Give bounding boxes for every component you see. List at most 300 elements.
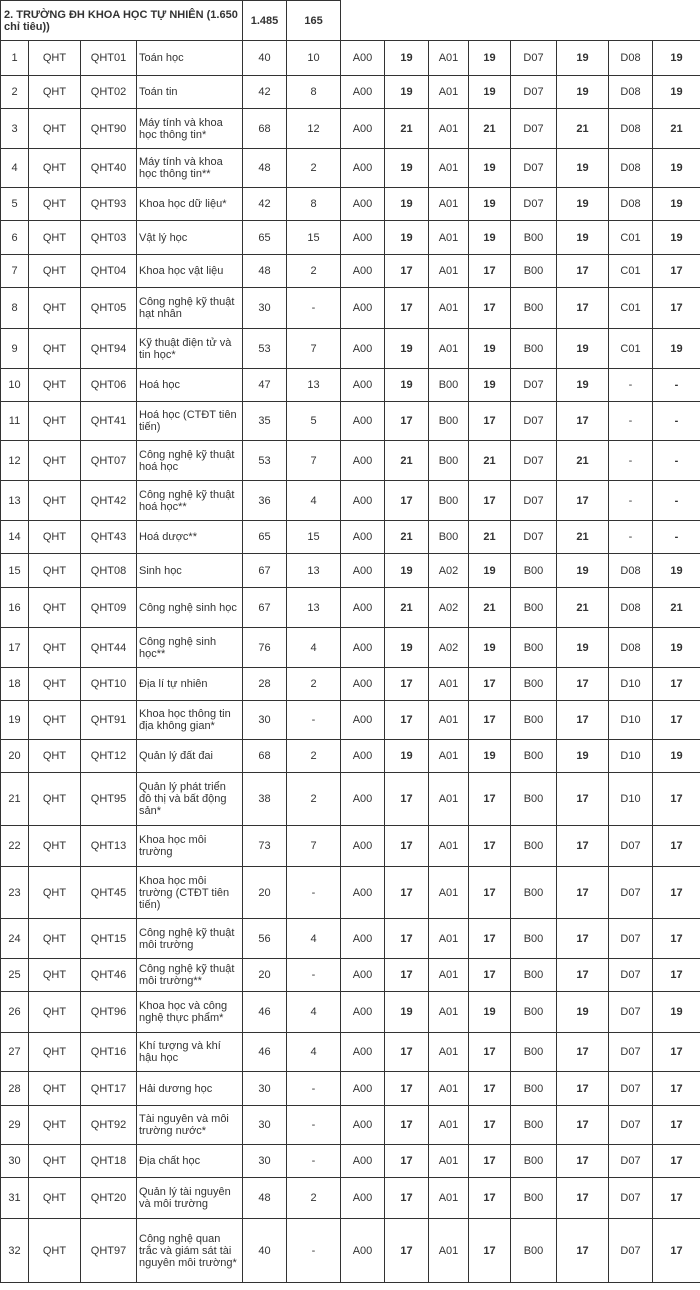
combo-2: A02 — [429, 554, 469, 588]
combo-2: B00 — [429, 481, 469, 521]
table-row — [1, 76, 700, 109]
program-code: QHT08 — [81, 554, 137, 588]
score-3: 19 — [557, 149, 609, 188]
program-code: QHT16 — [81, 1033, 137, 1072]
row-number: 27 — [1, 1033, 29, 1072]
score-3: 21 — [557, 441, 609, 481]
combo-3: B00 — [511, 1178, 557, 1219]
table-row — [1, 701, 700, 740]
score-1: 19 — [385, 369, 429, 402]
score-1: 19 — [385, 76, 429, 109]
school-code: QHT — [29, 740, 81, 773]
quota-main: 76 — [243, 628, 287, 668]
combo-3: B00 — [511, 329, 557, 369]
quota-other: 2 — [287, 740, 341, 773]
combo-1: A00 — [341, 1178, 385, 1219]
combo-3: B00 — [511, 1219, 557, 1283]
quota-other: 7 — [287, 329, 341, 369]
score-3: 17 — [557, 959, 609, 992]
score-1: 19 — [385, 554, 429, 588]
combo-4: D10 — [609, 701, 653, 740]
score-2: 19 — [469, 992, 511, 1033]
score-3: 17 — [557, 1219, 609, 1283]
program-name: Địa chất học — [137, 1145, 243, 1178]
score-2: 17 — [469, 1106, 511, 1145]
quota-other: 2 — [287, 149, 341, 188]
score-1: 17 — [385, 255, 429, 288]
table-row — [1, 740, 700, 773]
quota-other: - — [287, 701, 341, 740]
combo-1: A00 — [341, 826, 385, 867]
quota-main: 36 — [243, 481, 287, 521]
table-row — [1, 481, 700, 521]
score-3: 17 — [557, 1033, 609, 1072]
quota-main: 68 — [243, 109, 287, 149]
combo-1: A00 — [341, 1072, 385, 1106]
row-number: 23 — [1, 867, 29, 919]
combo-1: A00 — [341, 109, 385, 149]
score-3: 17 — [557, 402, 609, 441]
quota-other: 8 — [287, 188, 341, 221]
combo-2: B00 — [429, 521, 469, 554]
combo-3: D07 — [511, 41, 557, 76]
program-code: QHT90 — [81, 109, 137, 149]
program-name: Máy tính và khoa học thông tin** — [137, 149, 243, 188]
table-row — [1, 255, 700, 288]
row-number: 3 — [1, 109, 29, 149]
score-4: - — [653, 441, 700, 481]
score-2: 17 — [469, 1219, 511, 1283]
program-name: Vật lý học — [137, 221, 243, 255]
program-code: QHT40 — [81, 149, 137, 188]
score-1: 17 — [385, 1219, 429, 1283]
score-2: 19 — [469, 149, 511, 188]
table-row — [1, 221, 700, 255]
quota-other: 2 — [287, 1178, 341, 1219]
score-1: 17 — [385, 481, 429, 521]
program-code: QHT05 — [81, 288, 137, 329]
table-row — [1, 628, 700, 668]
table-row — [1, 402, 700, 441]
score-2: 21 — [469, 441, 511, 481]
quota-main: 48 — [243, 149, 287, 188]
combo-1: A00 — [341, 329, 385, 369]
combo-1: A00 — [341, 919, 385, 959]
score-1: 17 — [385, 288, 429, 329]
program-name: Khoa học và công nghệ thực phẩm* — [137, 992, 243, 1033]
combo-4: D08 — [609, 554, 653, 588]
score-3: 17 — [557, 668, 609, 701]
combo-1: A00 — [341, 992, 385, 1033]
combo-2: B00 — [429, 441, 469, 481]
program-name: Khoa học thông tin địa không gian* — [137, 701, 243, 740]
combo-3: B00 — [511, 959, 557, 992]
score-1: 17 — [385, 959, 429, 992]
combo-2: A01 — [429, 1072, 469, 1106]
score-1: 19 — [385, 188, 429, 221]
combo-4: D07 — [609, 1219, 653, 1283]
score-4: - — [653, 402, 700, 441]
quota-main: 38 — [243, 773, 287, 826]
combo-3: D07 — [511, 76, 557, 109]
combo-3: B00 — [511, 919, 557, 959]
quota-main: 65 — [243, 221, 287, 255]
program-name: Kỹ thuật điện tử và tin học* — [137, 329, 243, 369]
school-title: 2. TRƯỜNG ĐH KHOA HỌC TỰ NHIÊN (1.650 chỉ tiêu)) — [1, 1, 243, 41]
school-code: QHT — [29, 369, 81, 402]
program-name: Quản lý tài nguyên và môi trường — [137, 1178, 243, 1219]
program-name: Công nghệ kỹ thuật môi trường — [137, 919, 243, 959]
score-2: 17 — [469, 959, 511, 992]
score-4: 17 — [653, 959, 700, 992]
school-code: QHT — [29, 255, 81, 288]
row-number: 14 — [1, 521, 29, 554]
row-number: 9 — [1, 329, 29, 369]
quota-main: 46 — [243, 992, 287, 1033]
combo-4: D08 — [609, 109, 653, 149]
table-row — [1, 554, 700, 588]
program-name: Toán học — [137, 41, 243, 76]
combo-1: A00 — [341, 369, 385, 402]
table-row — [1, 288, 700, 329]
score-1: 21 — [385, 588, 429, 628]
quota-other: 15 — [287, 221, 341, 255]
row-number: 19 — [1, 701, 29, 740]
table-row — [1, 773, 700, 826]
combo-4: D07 — [609, 867, 653, 919]
score-4: - — [653, 521, 700, 554]
quota-main: 53 — [243, 329, 287, 369]
score-3: 17 — [557, 867, 609, 919]
quota-other: - — [287, 959, 341, 992]
combo-1: A00 — [341, 959, 385, 992]
quota-other: 2 — [287, 668, 341, 701]
quota-other: 165 — [287, 1, 341, 41]
quota-other: 2 — [287, 255, 341, 288]
program-code: QHT04 — [81, 255, 137, 288]
score-3: 17 — [557, 255, 609, 288]
program-code: QHT09 — [81, 588, 137, 628]
quota-main: 28 — [243, 668, 287, 701]
row-number: 21 — [1, 773, 29, 826]
school-code: QHT — [29, 628, 81, 668]
score-2: 17 — [469, 1033, 511, 1072]
combo-1: A00 — [341, 628, 385, 668]
quota-main: 30 — [243, 1145, 287, 1178]
score-4: 19 — [653, 628, 700, 668]
combo-4: C01 — [609, 255, 653, 288]
row-number: 11 — [1, 402, 29, 441]
school-code: QHT — [29, 867, 81, 919]
combo-4: D07 — [609, 1106, 653, 1145]
combo-2: A01 — [429, 773, 469, 826]
combo-4: D08 — [609, 41, 653, 76]
school-code: QHT — [29, 76, 81, 109]
quota-main: 56 — [243, 919, 287, 959]
combo-4: - — [609, 369, 653, 402]
program-name: Khoa học dữ liệu* — [137, 188, 243, 221]
combo-3: B00 — [511, 628, 557, 668]
combo-4: D08 — [609, 588, 653, 628]
school-code: QHT — [29, 554, 81, 588]
combo-2: A01 — [429, 668, 469, 701]
combo-1: A00 — [341, 867, 385, 919]
row-number: 15 — [1, 554, 29, 588]
school-code: QHT — [29, 329, 81, 369]
score-2: 17 — [469, 867, 511, 919]
quota-other: 8 — [287, 76, 341, 109]
program-name: Khoa học môi trường — [137, 826, 243, 867]
table-row — [1, 867, 700, 919]
combo-1: A00 — [341, 441, 385, 481]
quota-other: 4 — [287, 992, 341, 1033]
school-code: QHT — [29, 919, 81, 959]
combo-2: A01 — [429, 959, 469, 992]
score-1: 17 — [385, 701, 429, 740]
quota-main: 35 — [243, 402, 287, 441]
combo-3: B00 — [511, 1033, 557, 1072]
program-name: Tài nguyên và môi trường nước* — [137, 1106, 243, 1145]
school-code: QHT — [29, 441, 81, 481]
row-number: 31 — [1, 1178, 29, 1219]
table-row — [1, 41, 700, 76]
quota-other: 7 — [287, 826, 341, 867]
combo-2: A01 — [429, 255, 469, 288]
score-4: 17 — [653, 668, 700, 701]
combo-4: C01 — [609, 288, 653, 329]
row-number: 28 — [1, 1072, 29, 1106]
combo-1: A00 — [341, 701, 385, 740]
score-1: 21 — [385, 109, 429, 149]
score-4: 19 — [653, 76, 700, 109]
table-row — [1, 668, 700, 701]
score-2: 19 — [469, 221, 511, 255]
score-3: 19 — [557, 329, 609, 369]
score-4: 17 — [653, 288, 700, 329]
row-number: 25 — [1, 959, 29, 992]
score-1: 17 — [385, 1145, 429, 1178]
school-code: QHT — [29, 188, 81, 221]
combo-4: D07 — [609, 1072, 653, 1106]
table-row — [1, 329, 700, 369]
score-2: 17 — [469, 288, 511, 329]
quota-other: 2 — [287, 773, 341, 826]
combo-3: B00 — [511, 773, 557, 826]
combo-1: A00 — [341, 588, 385, 628]
score-4: 17 — [653, 1033, 700, 1072]
program-name: Công nghệ kỹ thuật môi trường** — [137, 959, 243, 992]
program-code: QHT94 — [81, 329, 137, 369]
combo-3: B00 — [511, 588, 557, 628]
score-4: 21 — [653, 109, 700, 149]
score-1: 19 — [385, 628, 429, 668]
combo-3: B00 — [511, 221, 557, 255]
score-4: 19 — [653, 149, 700, 188]
combo-4: D07 — [609, 826, 653, 867]
combo-1: A00 — [341, 521, 385, 554]
program-name: Địa lí tự nhiên — [137, 668, 243, 701]
combo-2: A01 — [429, 740, 469, 773]
program-name: Khoa học vật liệu — [137, 255, 243, 288]
table-row — [1, 521, 700, 554]
combo-3: D07 — [511, 481, 557, 521]
program-code: QHT02 — [81, 76, 137, 109]
score-2: 17 — [469, 1178, 511, 1219]
combo-2: A01 — [429, 221, 469, 255]
combo-2: A01 — [429, 76, 469, 109]
school-code: QHT — [29, 1033, 81, 1072]
table-row — [1, 149, 700, 188]
combo-2: A01 — [429, 1033, 469, 1072]
program-code: QHT18 — [81, 1145, 137, 1178]
combo-4: - — [609, 521, 653, 554]
program-name: Khí tượng và khí hậu học — [137, 1033, 243, 1072]
school-code: QHT — [29, 701, 81, 740]
school-code: QHT — [29, 1178, 81, 1219]
score-4: - — [653, 481, 700, 521]
combo-4: D08 — [609, 76, 653, 109]
combo-2: A01 — [429, 992, 469, 1033]
school-code: QHT — [29, 288, 81, 329]
score-1: 19 — [385, 740, 429, 773]
combo-1: A00 — [341, 288, 385, 329]
row-number: 17 — [1, 628, 29, 668]
quota-other: 4 — [287, 919, 341, 959]
score-2: 19 — [469, 41, 511, 76]
row-number: 4 — [1, 149, 29, 188]
combo-3: D07 — [511, 188, 557, 221]
quota-other: - — [287, 867, 341, 919]
program-code: QHT10 — [81, 668, 137, 701]
program-name: Sinh học — [137, 554, 243, 588]
score-1: 21 — [385, 521, 429, 554]
score-4: 17 — [653, 1072, 700, 1106]
quota-other: - — [287, 1072, 341, 1106]
table-row — [1, 959, 700, 992]
combo-2: A02 — [429, 588, 469, 628]
quota-other: 12 — [287, 109, 341, 149]
school-code: QHT — [29, 773, 81, 826]
program-name: Công nghệ kỹ thuật hoá học — [137, 441, 243, 481]
combo-3: B00 — [511, 701, 557, 740]
school-code: QHT — [29, 992, 81, 1033]
quota-other: 7 — [287, 441, 341, 481]
score-3: 17 — [557, 701, 609, 740]
combo-3: D07 — [511, 369, 557, 402]
program-name: Hải dương học — [137, 1072, 243, 1106]
quota-other: 13 — [287, 554, 341, 588]
combo-1: A00 — [341, 1145, 385, 1178]
score-3: 21 — [557, 521, 609, 554]
score-3: 17 — [557, 1072, 609, 1106]
score-4: 19 — [653, 188, 700, 221]
header-blank — [341, 1, 700, 41]
quota-main: 42 — [243, 76, 287, 109]
score-3: 19 — [557, 221, 609, 255]
score-4: 17 — [653, 255, 700, 288]
score-1: 17 — [385, 1178, 429, 1219]
score-3: 17 — [557, 1145, 609, 1178]
combo-4: D08 — [609, 188, 653, 221]
row-number: 5 — [1, 188, 29, 221]
program-code: QHT15 — [81, 919, 137, 959]
score-2: 17 — [469, 402, 511, 441]
row-number: 2 — [1, 76, 29, 109]
score-2: 19 — [469, 76, 511, 109]
score-1: 19 — [385, 149, 429, 188]
quota-main: 67 — [243, 554, 287, 588]
combo-3: B00 — [511, 1106, 557, 1145]
combo-2: A01 — [429, 329, 469, 369]
quota-main: 48 — [243, 255, 287, 288]
table-row — [1, 919, 700, 959]
program-name: Công nghệ kỹ thuật hạt nhân — [137, 288, 243, 329]
combo-1: A00 — [341, 188, 385, 221]
program-code: QHT45 — [81, 867, 137, 919]
combo-4: - — [609, 481, 653, 521]
score-2: 17 — [469, 773, 511, 826]
program-name: Hoá học (CTĐT tiên tiến) — [137, 402, 243, 441]
quota-other: 5 — [287, 402, 341, 441]
quota-main: 73 — [243, 826, 287, 867]
table-row — [1, 369, 700, 402]
program-code: QHT44 — [81, 628, 137, 668]
school-code: QHT — [29, 959, 81, 992]
table-row — [1, 1106, 700, 1145]
score-3: 19 — [557, 628, 609, 668]
program-name: Hoá học — [137, 369, 243, 402]
row-number: 16 — [1, 588, 29, 628]
score-3: 17 — [557, 1106, 609, 1145]
combo-1: A00 — [341, 481, 385, 521]
score-4: 17 — [653, 867, 700, 919]
table-row — [1, 1178, 700, 1219]
score-4: 17 — [653, 1178, 700, 1219]
score-1: 17 — [385, 867, 429, 919]
score-1: 19 — [385, 41, 429, 76]
score-1: 17 — [385, 1106, 429, 1145]
row-number: 30 — [1, 1145, 29, 1178]
quota-main: 48 — [243, 1178, 287, 1219]
table-row — [1, 588, 700, 628]
combo-3: B00 — [511, 668, 557, 701]
combo-1: A00 — [341, 76, 385, 109]
combo-2: A01 — [429, 1219, 469, 1283]
score-3: 19 — [557, 740, 609, 773]
score-2: 21 — [469, 521, 511, 554]
score-2: 17 — [469, 826, 511, 867]
program-code: QHT42 — [81, 481, 137, 521]
score-3: 17 — [557, 919, 609, 959]
quota-other: 4 — [287, 1033, 341, 1072]
combo-4: D07 — [609, 959, 653, 992]
table-row — [1, 1072, 700, 1106]
score-1: 17 — [385, 1072, 429, 1106]
quota-other: - — [287, 288, 341, 329]
school-code: QHT — [29, 1072, 81, 1106]
combo-2: B00 — [429, 369, 469, 402]
combo-1: A00 — [341, 773, 385, 826]
school-code: QHT — [29, 1145, 81, 1178]
program-code: QHT97 — [81, 1219, 137, 1283]
score-4: 17 — [653, 826, 700, 867]
combo-1: A00 — [341, 41, 385, 76]
program-code: QHT07 — [81, 441, 137, 481]
quota-other: 15 — [287, 521, 341, 554]
combo-1: A00 — [341, 1033, 385, 1072]
score-1: 17 — [385, 919, 429, 959]
score-1: 19 — [385, 992, 429, 1033]
